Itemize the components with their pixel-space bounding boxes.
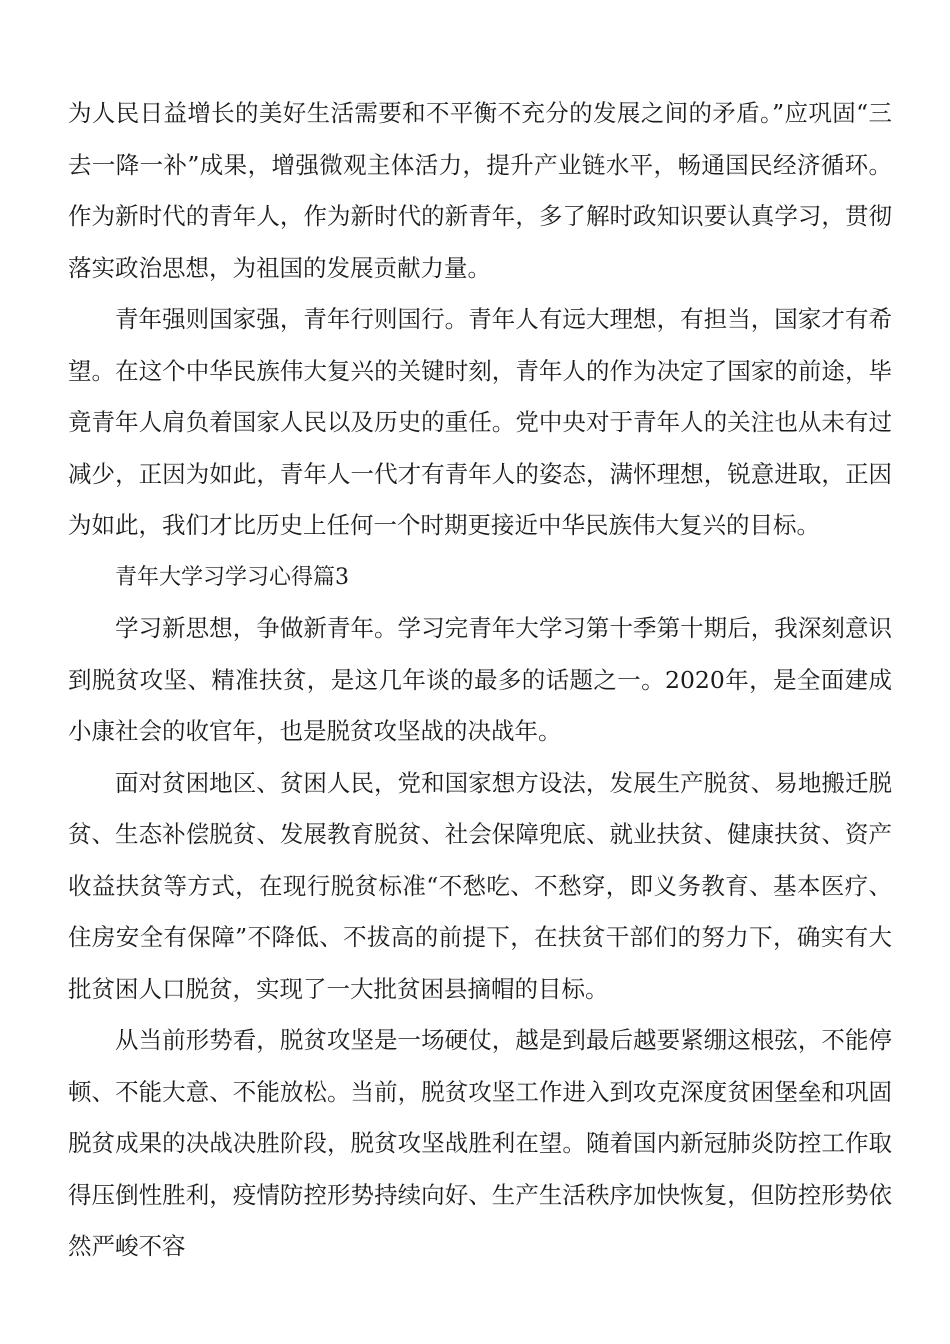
document-page: [68, 88, 892, 1273]
paragraph-continued: 为人民日益增长的美好生活需要和不平衡不充分的发展之间的矛盾。”应巩固“三去一降一补”成果，增强微观主体活力，提升产业链水平，畅通国民经济循环。作为新时代的青年人，作为新时代的新青年，多了解时政知识要认真学习，贯彻落实政治思想，为祖国的发展贡献力量。: [68, 99, 892, 282]
paragraph-poverty-areas: 面对贫困地区、贫困人民，党和国家想方设法，发展生产脱贫、易地搬迁脱贫、生态补偿脱贫、发展教育脱贫、社会保障兜底、就业扶贫、健康扶贫、资产收益扶贫等方式，在现行脱贫标准“不愁吃、不愁穿，即义务教育、基本医疗、住房安全有保障”不降低、不拔高的前提下，在扶贫干部们的努力下，确实有大批贫困人口脱贫，实现了一大批贫困县摘帽的目标。: [68, 768, 892, 1003]
paragraph-youth-strong: 青年强则国家强，青年行则国行。青年人有远大理想，有担当，国家才有希望。在这个中华民族伟大复兴的关键时刻，青年人的作为决定了国家的前途，毕竟青年人肩负着国家人民以及历史的重任。党中央对于青年人的关注也从未有过减少，正因为如此，青年人一代才有青年人的姿态，满怀理想，锐意进取，正因为如此，我们才比历史上任何一个时期更接近中华民族伟大复兴的目标。: [68, 305, 892, 539]
section-heading: 青年大学习学习心得篇3: [115, 564, 349, 590]
paragraph-study-new-thought: 学习新思想，争做新青年。学习完青年大学习第十季第十期后，我深刻意识到脱贫攻坚、精准扶贫，是这几年谈的最多的话题之一。2020年，是全面建成小康社会的收官年，也是脱贫攻坚战的决战年。: [68, 614, 892, 745]
paragraph-current-situation: 从当前形势看，脱贫攻坚是一场硬仗，越是到最后越要紧绷这根弦，不能停顿、不能大意、不能放松。当前，脱贫攻坚工作进入到攻克深度贫困堡垒和巩固脱贫成果的决战决胜阶段，脱贫攻坚战胜利在望。随着国内新冠肺炎防控工作取得压倒性胜利，疫情防控形势持续向好、生产生活秩序加快恢复，但防控形势依然严峻不容: [68, 1026, 892, 1260]
